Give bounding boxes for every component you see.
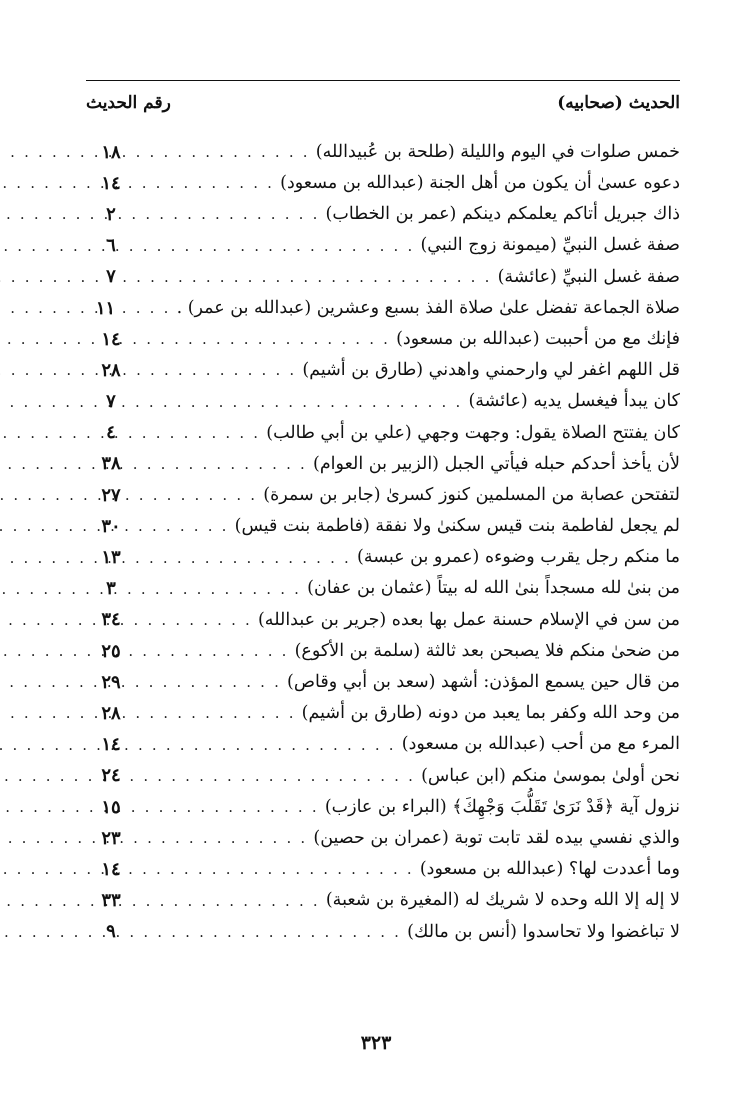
leader-dots xyxy=(166,800,319,815)
entry-number: ١٥ xyxy=(101,796,121,818)
top-rule xyxy=(86,80,680,81)
list-item xyxy=(86,792,680,823)
list-item xyxy=(86,137,680,168)
entry-number: ٣٨ xyxy=(101,453,121,475)
entry-text: صفة غسل النبيِّ (عائشة) xyxy=(497,266,680,287)
entry-text: ما منكم رجل يقرب وضوءه (عمرو بن عبسة) xyxy=(357,547,680,568)
list-item xyxy=(86,293,680,324)
table-header xyxy=(86,88,680,118)
entry-number: ٩ xyxy=(106,921,116,943)
list-item xyxy=(86,199,680,230)
list-item xyxy=(86,324,680,355)
entry-text: صفة غسل النبيِّ (ميمونة زوج النبي) xyxy=(420,235,680,256)
entry-number: ٢٧ xyxy=(101,484,121,506)
entry-text: من سن في الإسلام حسنة عمل بها بعده (جرير بن عبدالله) xyxy=(257,609,680,630)
list-item xyxy=(86,387,680,418)
entry-number: ٣٣ xyxy=(101,890,121,912)
header-number-label: رقم الحديث xyxy=(86,93,171,113)
entry-number: ٢ xyxy=(106,203,116,225)
leader-dots xyxy=(166,332,390,347)
list-item xyxy=(86,231,680,262)
entry-number: ١٣ xyxy=(101,547,121,569)
leader-dots xyxy=(166,488,257,503)
entry-number: ١٨ xyxy=(101,141,121,163)
list-item xyxy=(86,418,680,449)
leader-dots xyxy=(166,207,320,222)
entry-text: كان يفتتح الصلاة يقول: وجهت وجهي (علي بن أبي طالب) xyxy=(266,422,680,443)
leader-dots xyxy=(166,551,351,566)
entry-number: ٣ xyxy=(106,578,116,600)
leader-dots xyxy=(166,862,414,877)
leader-dots xyxy=(166,644,289,659)
leader-dots xyxy=(166,519,229,534)
entry-text: لأن يأخذ أحدكم حبله فيأتي الجبل (الزبير بن العوام) xyxy=(313,453,680,474)
leader-dots xyxy=(166,831,307,846)
leader-dots xyxy=(166,894,320,909)
leader-dots xyxy=(166,176,274,191)
entry-text: المرء مع من أحب (عبدالله بن مسعود) xyxy=(401,734,680,755)
list-item xyxy=(86,449,680,480)
list-item xyxy=(86,761,680,792)
list-item xyxy=(86,886,680,917)
entry-number: ٣٠ xyxy=(101,515,121,537)
entry-text: نزول آية ﴿قَدْ نَرَىٰ تَقَلُّبَ وَجْهِكَ﴾ (البراء بن عازب) xyxy=(324,796,680,817)
entry-number: ٧ xyxy=(106,391,116,413)
list-item xyxy=(86,605,680,636)
entry-number: ٦ xyxy=(106,235,116,257)
entry-number: ٢٩ xyxy=(101,671,121,693)
entry-text: والذي نفسي بيده لقد تابت توبة (عمران بن حصين) xyxy=(313,827,680,848)
entry-number: ٣٤ xyxy=(101,609,121,631)
page-number: ٣٢٣ xyxy=(360,1032,392,1054)
leader-dots xyxy=(161,301,171,316)
entry-number: ١٤ xyxy=(101,858,121,880)
list-item xyxy=(86,636,680,667)
leader-dots xyxy=(166,395,462,410)
entry-text: ذاك جبريل أتاكم يعلمكم دينكم (عمر بن الخطاب) xyxy=(325,204,680,225)
entry-number: ٢٣ xyxy=(101,827,121,849)
entry-text: لم يجعل لفاطمة بنت قيس سكنىٰ ولا نفقة (فاطمة بنت قيس) xyxy=(234,516,680,537)
list-item xyxy=(86,854,680,885)
entry-number: ١٤ xyxy=(101,172,121,194)
list-item xyxy=(86,667,680,698)
entry-number: ٢٨ xyxy=(101,359,121,381)
list-item xyxy=(86,698,680,729)
hadith-index-list xyxy=(86,137,680,948)
entry-number: ١٤ xyxy=(101,734,121,756)
entry-text: من وحد الله وكفر بما يعبد من دونه (طارق بن أشيم) xyxy=(301,703,680,724)
list-item xyxy=(86,480,680,511)
leader-dots xyxy=(166,270,492,285)
leader-dots xyxy=(166,706,296,721)
entry-text: وما أعددت لها؟ (عبدالله بن مسعود) xyxy=(419,859,680,880)
leader-dots xyxy=(166,363,296,378)
leader-dots xyxy=(166,145,310,160)
entry-text: من بنىٰ لله مسجداً بنىٰ الله له بيتاً (عثمان بن عفان) xyxy=(307,578,680,599)
entry-number: ٢٨ xyxy=(101,702,121,724)
leader-dots xyxy=(166,925,401,940)
entry-text: لا إله إلا الله وحده لا شريك له (المغيرة بن شعبة) xyxy=(325,890,680,911)
leader-dots xyxy=(166,675,281,690)
list-item xyxy=(86,542,680,573)
list-item xyxy=(86,355,680,386)
header-title: الحديث (صحابيه) xyxy=(557,93,680,113)
entry-number: ١١ xyxy=(95,297,116,319)
entry-text: دعوه عسىٰ أن يكون من أهل الجنة (عبدالله بن مسعود) xyxy=(280,173,680,194)
list-item xyxy=(86,574,680,605)
list-item xyxy=(86,917,680,948)
list-item xyxy=(86,730,680,761)
list-item xyxy=(86,823,680,854)
entry-text: خمس صلوات في اليوم والليلة (طلحة بن عُبيدالله) xyxy=(315,141,680,162)
entry-number: ١٤ xyxy=(101,328,121,350)
list-item xyxy=(86,262,680,293)
entry-text: لا تباغضوا ولا تحاسدوا (أنس بن مالك) xyxy=(407,921,680,942)
entry-number: ٤ xyxy=(106,422,116,444)
leader-dots xyxy=(166,613,252,628)
leader-dots xyxy=(166,738,396,753)
list-item xyxy=(86,168,680,199)
entry-number: ٢٤ xyxy=(101,765,121,787)
entry-number: ٧ xyxy=(106,266,116,288)
entry-text: كان يبدأ فيغسل يديه (عائشة) xyxy=(468,391,680,412)
entry-text: من ضحىٰ منكم فلا يصبحن بعد ثالثة (سلمة بن الأكوع) xyxy=(294,640,680,661)
entry-number: ٢٥ xyxy=(101,640,121,662)
entry-text: لتفتحن عصابة من المسلمين كنوز كسرىٰ (جابر بن سمرة) xyxy=(263,484,680,505)
leader-dots xyxy=(166,426,260,441)
entry-text: نحن أولىٰ بموسىٰ منكم (ابن عباس) xyxy=(421,765,680,786)
leader-dots xyxy=(166,457,307,472)
leader-dots xyxy=(166,239,414,254)
entry-text: فإنك مع من أحببت (عبدالله بن مسعود) xyxy=(396,328,680,349)
entry-text: صلاة الجماعة تفضل علىٰ صلاة الفذ بسبع وعشرين (عبدالله بن عمر) . xyxy=(176,297,680,318)
list-item xyxy=(86,511,680,542)
leader-dots xyxy=(166,582,301,597)
entry-text: قل اللهم اغفر لي وارحمني واهدني (طارق بن أشيم) xyxy=(302,360,680,381)
leader-dots xyxy=(166,769,415,784)
entry-text: من قال حين يسمع المؤذن: أشهد (سعد بن أبي وقاص) xyxy=(287,672,680,693)
